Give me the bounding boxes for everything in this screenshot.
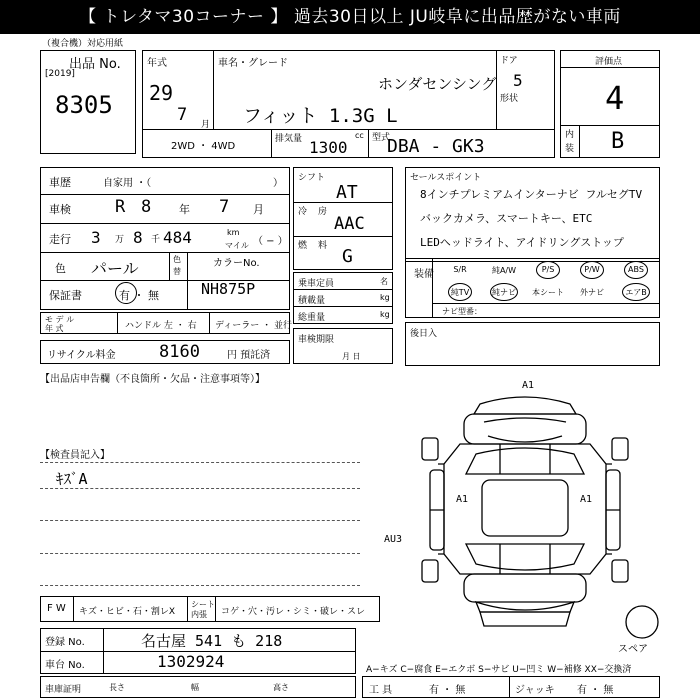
tools-value: 有 ・ 無 (429, 685, 466, 696)
inspection-year-unit: 年 (179, 203, 190, 216)
history-label: 車歴 (49, 176, 71, 189)
equip-external-navi: 外ナビ (580, 288, 604, 297)
damage-mark-front: A1 (522, 380, 535, 391)
gross-unit: kg (380, 310, 390, 319)
mileage-rest-value: 484 (163, 228, 192, 247)
damage-legend: A−キズ C−腐食 E−エクボ S−サビ U−凹ミ W−補修 XX−交換済 (366, 665, 632, 675)
sen-unit: 千 (151, 235, 161, 245)
aircon-label-1: 冷 (298, 207, 308, 217)
handle-label: ハンドル 左 ・ 右 (125, 321, 197, 331)
vehicle-box (142, 50, 555, 158)
car-diagram (380, 378, 670, 640)
sales-point-box (405, 167, 660, 262)
mile-unit: マイル (225, 241, 249, 250)
color-label: 色 (55, 262, 66, 275)
evaluation-box (560, 50, 660, 158)
warranty-value: 有 ・ 無 (119, 289, 159, 302)
color-change-label-1: 色 (173, 255, 181, 264)
inspection-era: R (115, 197, 126, 217)
equipment-box (405, 258, 660, 318)
equip-leather-seat: 本シート (532, 288, 564, 297)
equip-power-steering: P/S (541, 265, 555, 274)
recycle-value: 8160 (159, 342, 200, 362)
length-label: 長さ (109, 683, 125, 692)
jack-label: ジャッキ (515, 685, 555, 696)
model-value: フィット 1.3G L (243, 105, 398, 127)
details-box (40, 167, 290, 310)
inspector-label: 【検査員記入】 (40, 450, 110, 461)
equipment-label: 装備 (414, 269, 434, 280)
color-value: パール (91, 259, 139, 278)
mileage-sen-value: 8 (133, 228, 143, 247)
interior-score: B (611, 129, 625, 154)
model-year-row (40, 312, 293, 334)
registration-value: 名古屋 541 も 218 (141, 632, 283, 650)
load-label: 積載量 (298, 296, 326, 306)
type-label: 型式 (372, 133, 391, 143)
maker-value: ホンダセンシング (378, 75, 497, 93)
interior-label-1: 内 (565, 130, 575, 140)
drive-option: 2WD ・ 4WD (171, 141, 236, 152)
seat-label-2: 内張 (191, 610, 207, 619)
evaluation-label: 評価点 (595, 57, 623, 67)
equip-genuine-navi-circle (490, 283, 518, 301)
form-subtitle: （複合機）対応用紙 (42, 39, 124, 49)
nenshiki-label: 年式 (147, 58, 167, 69)
month-value: 7 (177, 105, 188, 125)
width-label: 幅 (191, 683, 199, 692)
fuel-value: G (342, 246, 353, 267)
garage-row (40, 676, 356, 698)
mileage-man-value: 3 (91, 228, 101, 247)
door-label: ドア (500, 56, 518, 66)
fw-text: キズ・ヒビ・石・割レX (79, 607, 175, 617)
sales-point-line-3: LEDヘッドライト、アイドリングストップ (420, 236, 624, 249)
model-year-label-2: 年 式 (45, 324, 64, 333)
name-grade-label: 車名・グレード (218, 58, 288, 69)
color-no-value: NH875P (201, 280, 256, 298)
evaluation-score: 4 (605, 79, 625, 117)
sales-point-line-2: バックカメラ、スマートキー、ETC (420, 212, 593, 225)
door-value: 5 (513, 71, 523, 90)
equip-alloy-wheel: 純A/W (491, 266, 517, 275)
recycle-row (40, 340, 290, 364)
defects-row (40, 596, 380, 622)
inspection-month: 7 (219, 197, 230, 217)
capacity-box (293, 272, 393, 324)
tools-label: 工 具 (369, 685, 393, 696)
shift-box (293, 167, 393, 270)
chassis-value: 1302924 (157, 652, 225, 671)
jack-value: 有 ・ 無 (577, 685, 614, 696)
shift-value: AT (336, 182, 358, 203)
registration-label: 登録 No. (45, 637, 85, 648)
garage-label: 車庫証明 (45, 685, 82, 695)
equip-abs: ABS (628, 265, 644, 274)
lot-number: 8305 (55, 91, 113, 119)
equip-airbag-circle (622, 283, 650, 301)
recycle-label: リサイクル料金 (47, 350, 116, 361)
height-label: 高さ (273, 683, 289, 692)
lot-label: 出品 No. (69, 57, 121, 72)
shape-label: 形状 (500, 94, 519, 104)
mileage-label: 走行 (49, 233, 71, 246)
color-no-label: カラーNo. (213, 258, 260, 269)
km-unit: km (227, 228, 240, 237)
tools-row (362, 676, 660, 698)
seller-notes-label: 【出品店申告欄（不良箇所・欠品・注意事項等）】 (40, 374, 265, 385)
recycle-unit: 円 預託済 (227, 350, 271, 361)
model-year-label-1: モ デ ル (45, 315, 75, 324)
shift-label: シフト (298, 173, 326, 183)
man-unit: 万 (115, 235, 125, 245)
seat-text: コゲ・穴・汚レ・シミ・破レ・スレ (221, 607, 366, 617)
dealer-label: ディーラー ・ 並行 (215, 321, 293, 331)
history-value: 自家用 ・（ (103, 178, 152, 189)
warranty-circle-mark (115, 282, 137, 304)
capacity-unit: 名 (380, 277, 388, 286)
equip-power-window-circle (580, 261, 604, 279)
equip-power-window: P/W (584, 265, 600, 274)
year-value: 29 (149, 81, 174, 105)
equip-power-steering-circle (536, 261, 560, 279)
inspection-year: 8 (141, 197, 152, 217)
lot-year-tag: [2019] (45, 69, 75, 79)
aircon-value: AAC (334, 214, 365, 234)
warranty-label: 保証書 (49, 289, 82, 302)
type-value: DBA - GK3 (387, 136, 485, 157)
history-close: ） (273, 178, 283, 189)
post-entry-label: 後日入 (410, 329, 438, 339)
aircon-label-2: 房 (318, 207, 328, 217)
interior-label-2: 装 (565, 144, 575, 154)
cc-unit: cc (355, 131, 364, 140)
chassis-label: 車台 No. (45, 660, 85, 671)
damage-mark-left: A1 (456, 494, 469, 505)
fuel-label-2: 料 (318, 241, 328, 251)
equip-abs-circle (624, 261, 648, 279)
capacity-label: 乗車定員 (298, 279, 335, 289)
deadline-box (293, 328, 393, 364)
sales-point-label: セールスポイント (410, 173, 482, 183)
equip-airbag: エアB (625, 288, 647, 297)
color-change-label-2: 替 (173, 267, 181, 276)
seat-label-1: シート (191, 600, 215, 609)
displacement-value: 1300 (309, 138, 348, 157)
deadline-label: 車検期限 (298, 335, 335, 345)
deadline-unit: 月 日 (342, 352, 361, 361)
inspection-month-unit: 月 (253, 203, 264, 216)
equip-sr: S/R (453, 265, 467, 274)
inspector-note: ｷｽﾞA (56, 470, 88, 488)
equip-genuine-tv-circle (448, 283, 472, 301)
damage-mark-right: A1 (580, 494, 593, 505)
equip-genuine-navi: 純ナビ (492, 288, 516, 297)
mileage-paren: （ − ） (253, 236, 288, 247)
load-unit: kg (380, 293, 390, 302)
header-banner: 【 トレタマ30コーナー 】 過去30日以上 JU岐阜に出品歴がない車両 (0, 0, 700, 34)
fw-label: F W (47, 603, 66, 614)
inspection-label: 車検 (49, 203, 71, 216)
registration-box (40, 628, 356, 674)
displacement-label: 排気量 (275, 134, 303, 144)
post-entry-box (405, 322, 660, 366)
damage-mark-bumper: AU3 (384, 534, 403, 545)
equip-genuine-tv: 純TV (450, 288, 470, 297)
fuel-label-1: 燃 (298, 241, 308, 251)
lot-box (40, 50, 136, 154)
spare-label: スペア (618, 644, 648, 655)
gross-label: 総重量 (298, 313, 326, 323)
month-unit: 月 (201, 120, 211, 130)
navi-model-label: ナビ型番： (442, 307, 482, 316)
sales-point-line-1: 8インチプレミアムインターナビ フルセグTV (420, 188, 643, 201)
